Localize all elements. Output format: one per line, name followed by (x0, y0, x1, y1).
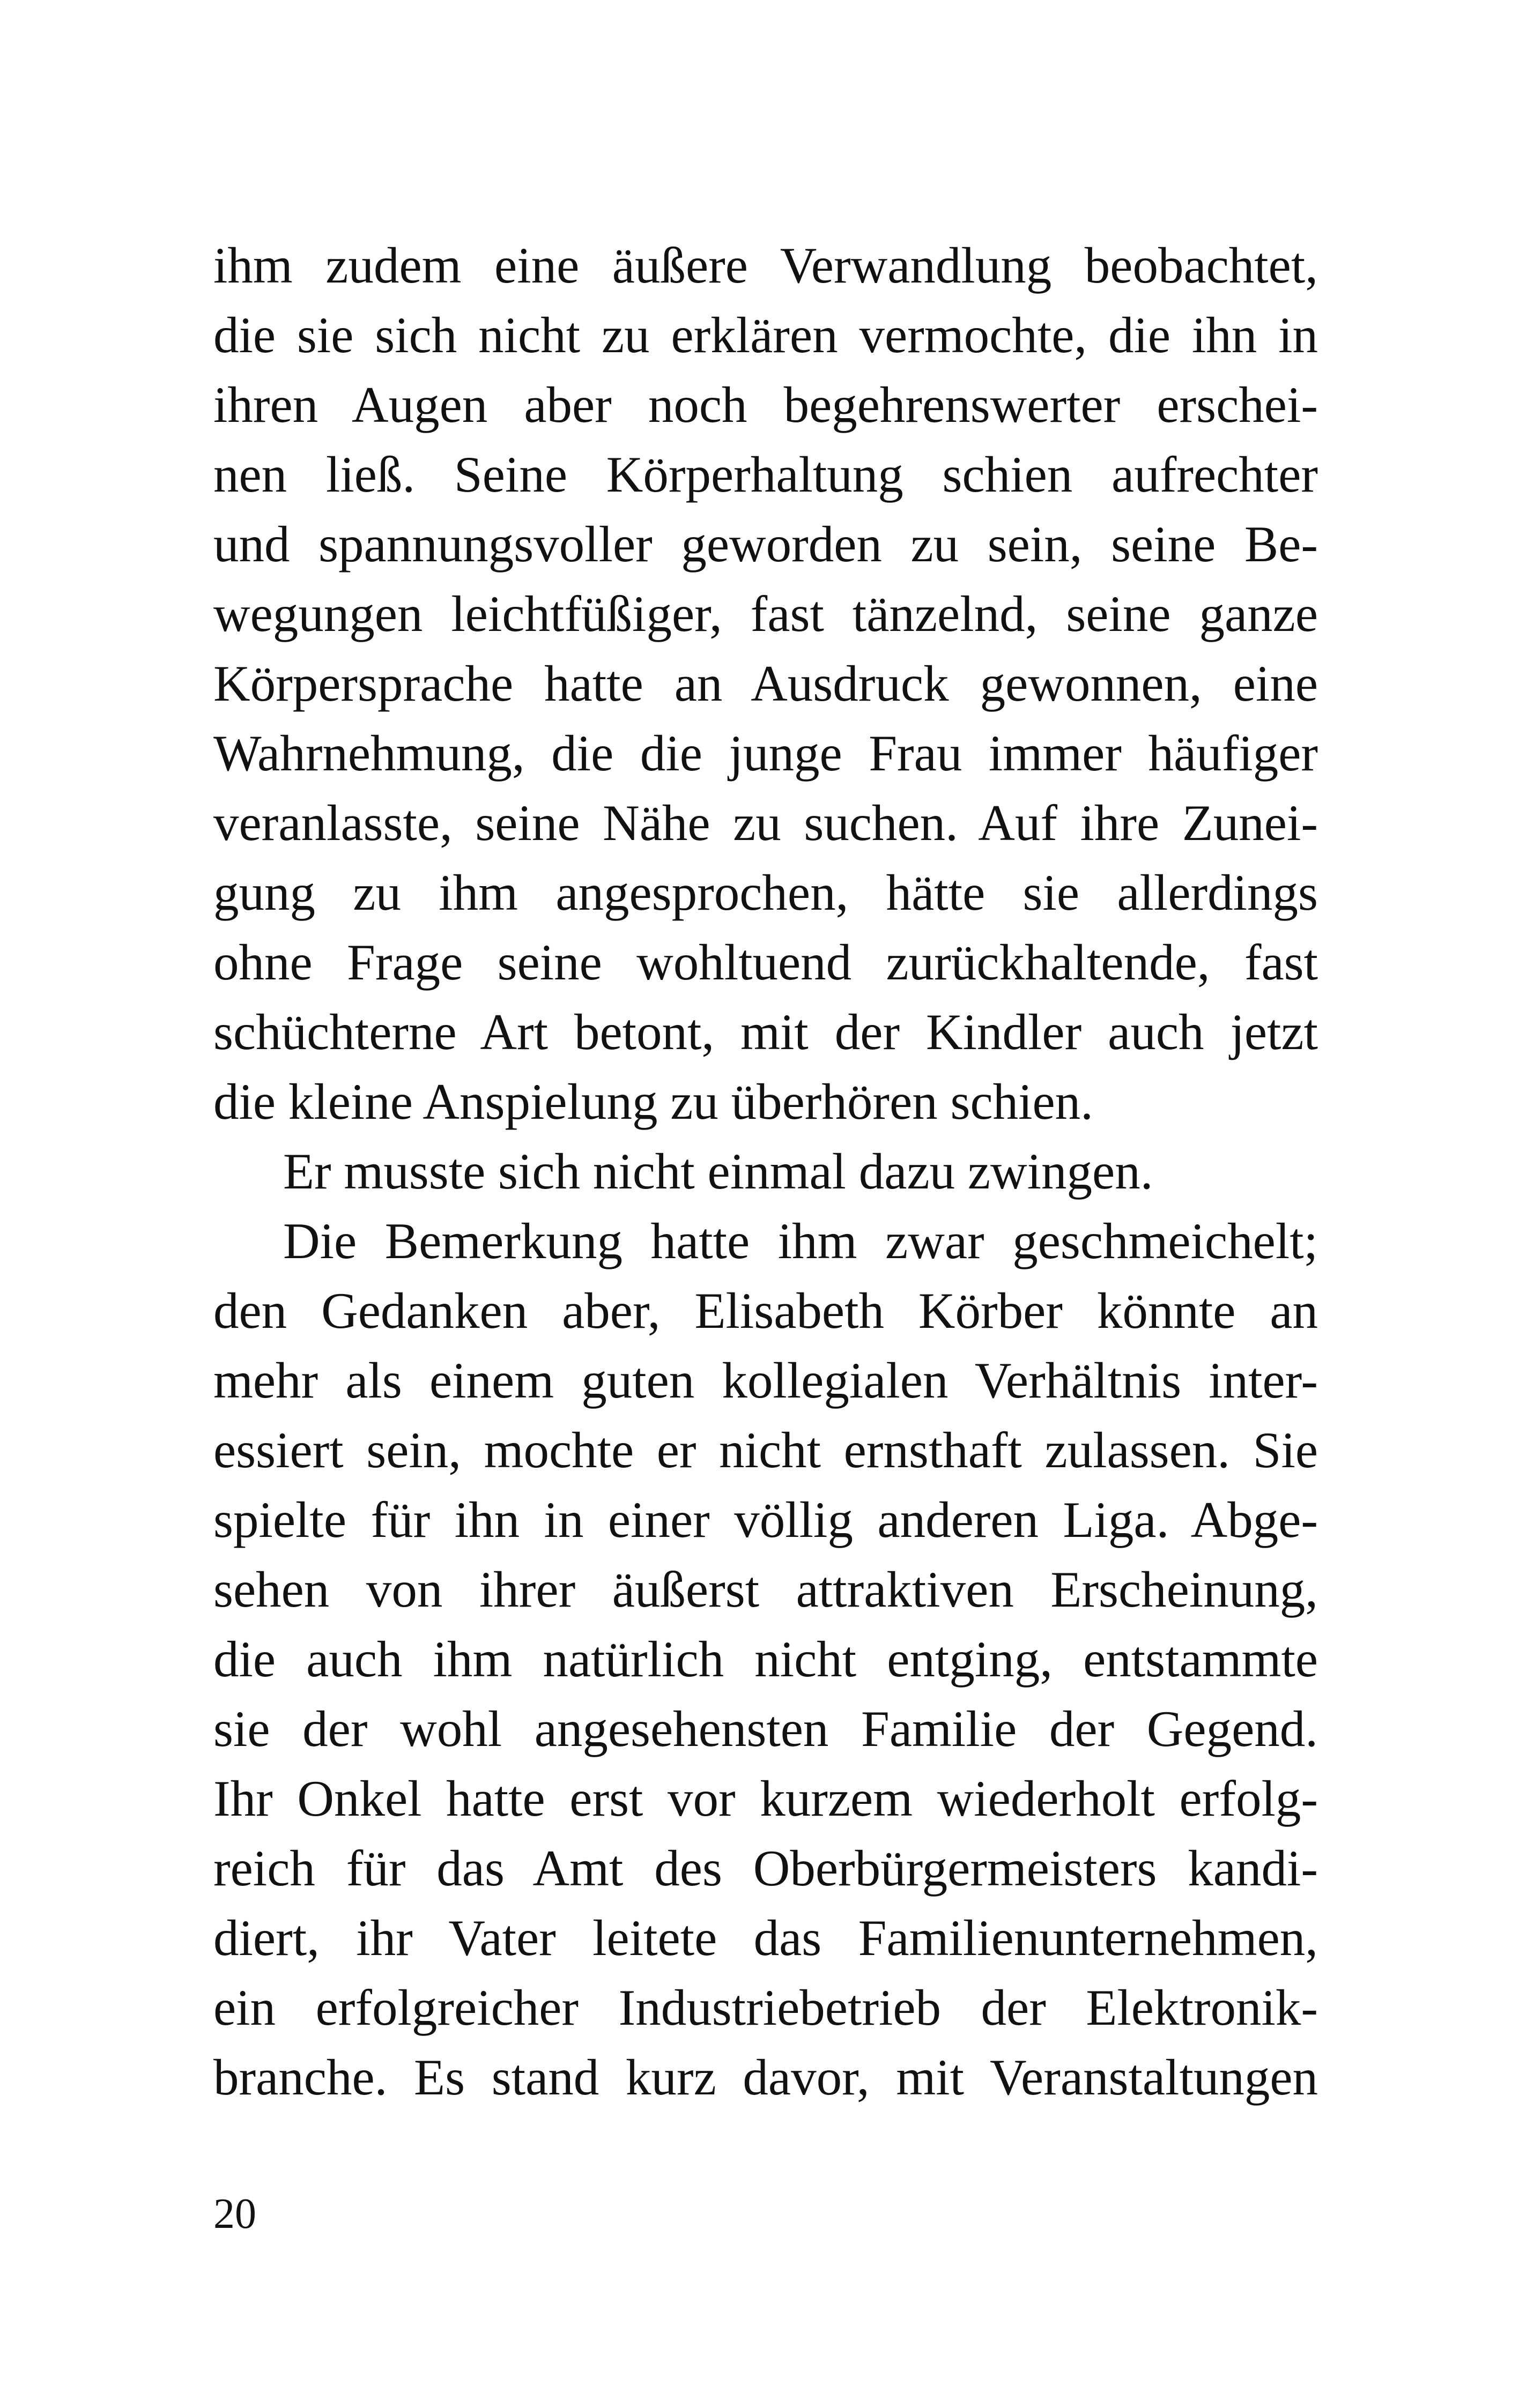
page-number: 20 (213, 2190, 256, 2238)
text-line: essiert sein, mochte er nicht ernsthaft zulassen. Sie (213, 1422, 1318, 1478)
text-line: Die Bemerkung hatte ihm zwar geschmeichelt; (283, 1213, 1318, 1269)
text-line: und spannungsvoller geworden zu sein, seine Be- (213, 516, 1318, 573)
paragraph (213, 231, 1318, 1136)
text-line: Wahrnehmung, die die junge Frau immer häufiger (213, 725, 1318, 782)
text-line: nen ließ. Seine Körperhaltung schien aufrechter (213, 446, 1318, 503)
text-line: wegungen leichtfüßiger, fast tänzelnd, seine ganze (213, 585, 1318, 642)
text-line: veranlasste, seine Nähe zu suchen. Auf ihre Zunei- (213, 794, 1318, 851)
text-line: mehr als einem guten kollegialen Verhältnis inter- (213, 1352, 1318, 1409)
text-line: ein erfolgreicher Industriebetrieb der Elektronik- (213, 1979, 1318, 2036)
text-line: gung zu ihm angesprochen, hätte sie allerdings (213, 864, 1318, 921)
body-text (213, 231, 1318, 2112)
text-line: den Gedanken aber, Elisabeth Körber könnte an (213, 1282, 1318, 1339)
text-line: ihm zudem eine äußere Verwandlung beobachtet, (213, 237, 1318, 294)
text-line: Er musste sich nicht einmal dazu zwingen. (283, 1143, 1153, 1200)
text-line: Ihr Onkel hatte erst vor kurzem wiederholt erfolg- (213, 1770, 1318, 1827)
text-line: sehen von ihrer äußerst attraktiven Erscheinung, (213, 1561, 1318, 1618)
text-line: sie der wohl angesehensten Familie der Gegend. (213, 1700, 1318, 1757)
paragraph (213, 1136, 1318, 1206)
text-line: die kleine Anspielung zu überhören schien. (213, 1073, 1093, 1130)
text-line: ihren Augen aber noch begehrenswerter erschei- (213, 376, 1318, 433)
text-line: reich für das Amt des Oberbürgermeisters kandi- (213, 1840, 1318, 1897)
text-line: Körpersprache hatte an Ausdruck gewonnen, eine (213, 655, 1318, 712)
text-line: diert, ihr Vater leitete das Familienunternehmen, (213, 1909, 1318, 1966)
text-line: spielte für ihn in einer völlig anderen Liga. Abge- (213, 1491, 1318, 1548)
text-line: die sie sich nicht zu erklären vermochte, die ihn in (213, 307, 1318, 363)
text-line: schüchterne Art betont, mit der Kindler auch jetzt (213, 1004, 1318, 1060)
text-line: branche. Es stand kurz davor, mit Veranstaltungen (213, 2049, 1318, 2106)
text-line: ohne Frage seine wohltuend zurückhaltende, fast (213, 934, 1318, 991)
paragraph (213, 1206, 1318, 2112)
text-line: die auch ihm natürlich nicht entging, entstammte (213, 1631, 1318, 1688)
